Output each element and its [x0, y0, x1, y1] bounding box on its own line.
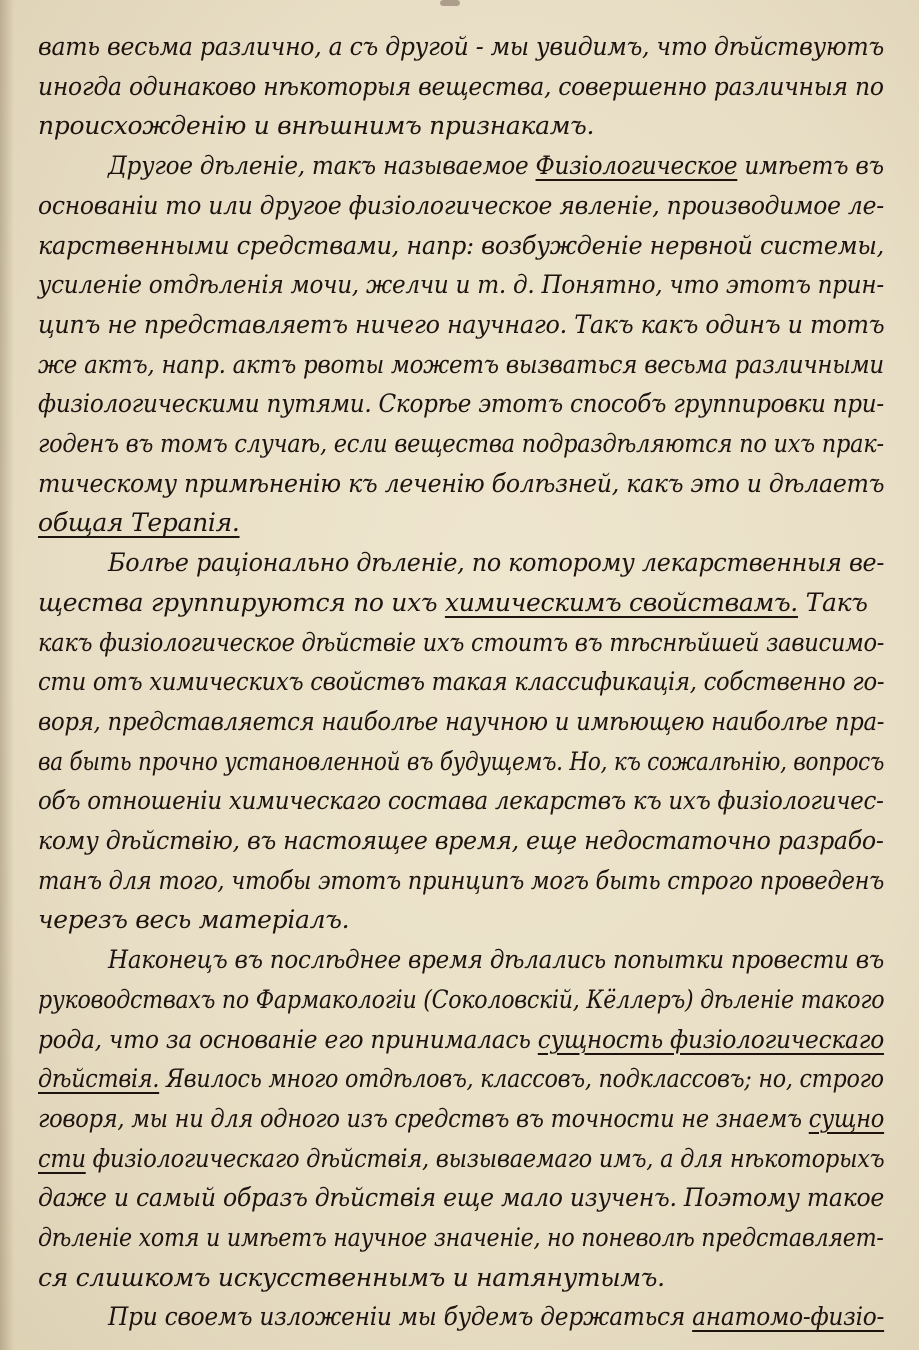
text-segment: иногда одинаково нѣкоторыя вещества, совершенно различныя по [38, 71, 884, 101]
underlined-term: сти [38, 1143, 86, 1173]
underlined-term: общая Терапія. [38, 508, 240, 538]
text-line [38, 826, 884, 855]
text-line [38, 310, 884, 339]
text-segment: Такъ [797, 587, 868, 617]
text-line [38, 231, 884, 260]
text-segment: рода, что за основаніе его принималась [38, 1024, 538, 1054]
text-line [38, 191, 884, 220]
text-line [38, 905, 349, 934]
text-segment: годенъ въ томъ случаѣ, если вещества подраздѣляются по ихъ прак- [38, 429, 884, 458]
text-line [38, 866, 884, 895]
text-line [38, 707, 884, 736]
text-segment: При своемъ изложеніи мы будемъ держаться [108, 1302, 693, 1332]
underlined-term: сущно [808, 1103, 885, 1133]
text-line [38, 469, 884, 498]
text-segment: физiологическими путями. Скорѣе этотъ способъ группировки при- [38, 389, 884, 419]
text-line [38, 389, 884, 418]
text-segment: танъ для того, чтобы этотъ принципъ могъ быть строго проведенъ [38, 865, 885, 895]
text-segment: Другое дѣленіе, такъ называемое [108, 151, 536, 181]
text-segment: кому дѣйствію, въ настоящее время, еще недостаточно разрабо- [38, 826, 884, 855]
text-line [38, 747, 884, 776]
text-segment: Болѣе раціонально дѣленіе, по которому лекарственныя ве- [108, 548, 885, 578]
text-segment: руководствахъ по Фармакологіи (Соколовскій, Кёллеръ) дѣленіе такого [38, 984, 885, 1014]
underlined-term: анатомо-физіо- [692, 1302, 885, 1332]
text-segment: ся слишкомъ искусственнымъ и натянутымъ. [38, 1262, 665, 1292]
text-line [38, 111, 594, 140]
text-segment: дѣленіе хотя и имѣетъ научное значеніе, но поневолѣ представляет- [38, 1223, 884, 1252]
text-line [38, 786, 884, 815]
text-segment: говоря, мы ни для одного изъ средствъ въ точности не знаемъ [38, 1103, 809, 1133]
text-line [38, 72, 884, 101]
text-line [108, 548, 884, 577]
underlined-term: химическимъ свойствамъ. [444, 587, 798, 617]
underlined-term: Физiологическое [535, 151, 738, 181]
text-line [108, 945, 884, 974]
text-segment: усиленіе отдѣленія мочи, желчи и т. д. Понятно, что этотъ прин- [38, 270, 884, 300]
text-line [38, 1183, 884, 1212]
text-line [38, 1064, 884, 1093]
text-segment: сти отъ химическихъ свойствъ такая классификація, собственно го- [38, 667, 885, 697]
text-segment: вать весьма различно, а съ другой - мы увидимъ, что дѣйствуютъ [38, 32, 884, 61]
text-segment: ципъ не представляетъ ничего научнаго. Такъ какъ одинъ и тотъ [38, 309, 885, 339]
text-segment: же актъ, напр. актъ рвоты можетъ вызваться весьма различными [38, 349, 884, 379]
text-line [38, 628, 884, 657]
text-segment: даже и самый образъ дѣйствія еще мало изученъ. Поэтому такое [38, 1183, 885, 1213]
text-line [108, 151, 884, 180]
text-segment: черезъ весь матеріалъ. [38, 905, 350, 935]
text-line [38, 32, 884, 61]
text-segment: Явилось много отдѣловъ, классовъ, подклассовъ; но, строго [159, 1064, 884, 1094]
text-line [38, 1104, 884, 1133]
text-line [38, 1223, 884, 1252]
text-line [38, 1144, 884, 1173]
text-line [38, 985, 884, 1014]
text-segment: воря, представляется наиболѣе научною и имѣющею наиболѣе пра- [38, 706, 885, 736]
text-segment: Наконецъ въ послѣднее время дѣлались попытки провести въ [108, 945, 884, 975]
text-line [38, 270, 884, 299]
text-line [38, 1263, 665, 1292]
text-line [38, 508, 240, 537]
text-line [38, 1025, 884, 1054]
text-segment: основаніи то или другое физiологическое явленіе, производимое ле- [38, 190, 884, 220]
underlined-term: сущность физiологическаго [537, 1024, 884, 1054]
page-edge-shadow [0, 0, 14, 1350]
text-segment: объ отношеніи химическаго состава лекарствъ къ ихъ физiологичес- [38, 786, 884, 816]
text-segment: какъ физiологическое дѣйствіе ихъ стоитъ въ тѣснѣйшей зависимо- [38, 627, 885, 657]
ink-mark [440, 0, 460, 6]
text-segment: ва быть прочно установленной въ будущемъ. Но, къ сожалѣнію, вопросъ [38, 746, 885, 776]
text-line [108, 1302, 884, 1331]
text-line [38, 429, 884, 458]
text-line [38, 350, 884, 379]
text-line [38, 588, 868, 617]
text-segment: происхожденію и внѣшнимъ признакамъ. [38, 111, 595, 141]
text-segment: физiологическаго дѣйствія, вызываемаго имъ, а для нѣкоторыхъ [85, 1143, 885, 1173]
text-segment: имѣетъ въ [737, 151, 884, 181]
underlined-term: дѣйствія. [38, 1064, 160, 1094]
text-line [38, 667, 884, 696]
text-segment: карственными средствами, напр: возбужденіе нервной системы, [38, 230, 884, 260]
text-segment: щества группируются по ихъ [38, 587, 445, 617]
text-segment: тическому примѣненію къ леченію болѣзней, какъ это и дѣлаетъ [38, 468, 885, 498]
